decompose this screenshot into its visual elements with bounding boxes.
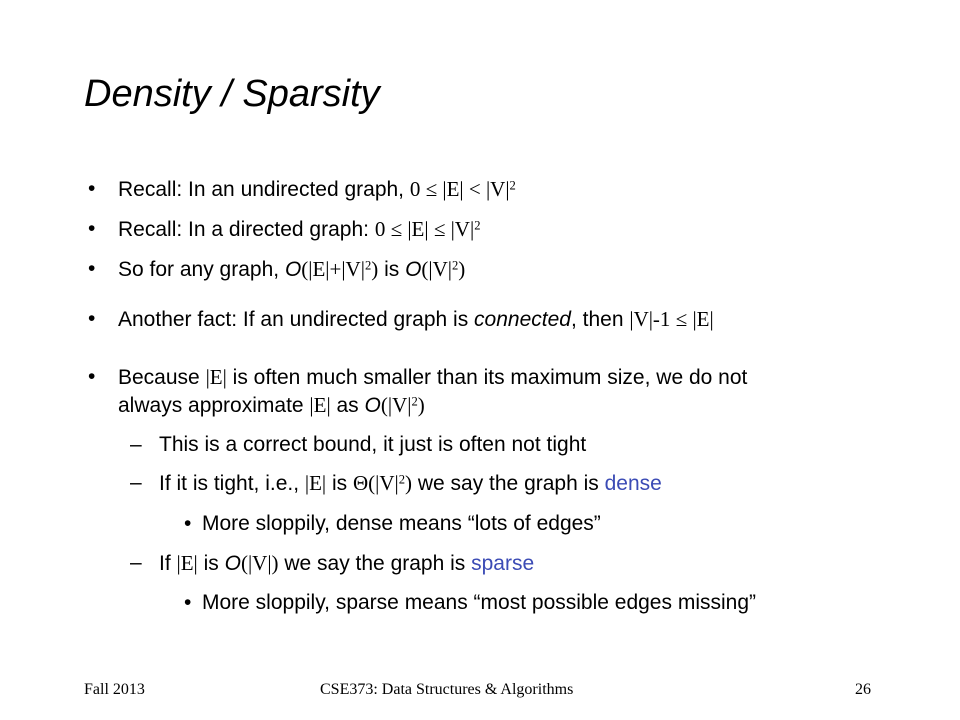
bullet-dot: • bbox=[88, 217, 96, 240]
footer-date: Fall 2013 bbox=[84, 681, 145, 698]
bullet-recall-directed bbox=[118, 216, 480, 243]
bullet-text: If it is tight, i.e., bbox=[159, 472, 305, 495]
sub-bullet-dense bbox=[159, 470, 662, 497]
sub-bullet-dash: – bbox=[130, 471, 142, 494]
superscript: 2 bbox=[364, 258, 372, 273]
bullet-recall-undirected bbox=[118, 176, 516, 203]
bullet-text: , then bbox=[570, 308, 630, 331]
bullet-text: we say the graph is bbox=[278, 552, 472, 575]
math-expression: ) bbox=[371, 257, 379, 281]
bullet-dot: • bbox=[88, 257, 96, 280]
footer-course: CSE373: Data Structures & Algorithms bbox=[320, 681, 574, 698]
bullet-text: always approximate bbox=[118, 394, 310, 417]
math-expression: |E| bbox=[309, 393, 331, 417]
math-expression: (|V| bbox=[421, 257, 452, 281]
sub-sub-bullet-dot: • bbox=[184, 591, 192, 614]
bullet-text: Recall: In a directed graph: bbox=[118, 218, 375, 241]
bullet-any-graph bbox=[118, 256, 465, 283]
sub-sub-bullet-sparse-sloppy: More sloppily, sparse means “most possible edges missing” bbox=[202, 591, 756, 614]
bullet-text: Recall: In an undirected graph, bbox=[118, 178, 410, 201]
big-o: O bbox=[405, 258, 422, 281]
italic-term: connected bbox=[474, 308, 571, 331]
superscript: 2 bbox=[452, 258, 459, 273]
big-o: O bbox=[224, 552, 241, 575]
sub-sub-bullet-dense-sloppy: More sloppily, dense means “lots of edges” bbox=[202, 512, 601, 535]
bullet-text: Another fact: If an undirected graph is bbox=[118, 308, 475, 331]
sub-bullet-sparse bbox=[159, 550, 534, 577]
superscript: 2 bbox=[509, 178, 516, 193]
sub-bullet-correct-bound: This is a correct bound, it just is often not tight bbox=[159, 433, 587, 456]
math-expression: (|V| bbox=[380, 393, 412, 417]
math-expression: Θ(|V| bbox=[352, 471, 399, 495]
keyword-dense: dense bbox=[604, 472, 662, 495]
superscript: 2 bbox=[411, 394, 418, 409]
math-expression: (|V|) bbox=[240, 551, 279, 575]
big-o: O bbox=[284, 258, 302, 281]
bullet-because-line2 bbox=[118, 392, 425, 419]
math-expression: ) bbox=[405, 471, 413, 495]
math-expression: |E| bbox=[304, 471, 327, 495]
bullet-dot: • bbox=[88, 365, 96, 388]
slide-title: Density / Sparsity bbox=[84, 73, 380, 115]
math-expression: 0 ≤ |E| ≤ |V| bbox=[374, 217, 475, 241]
math-expression: |V|-1 ≤ |E| bbox=[629, 307, 714, 331]
sub-bullet-dash: – bbox=[130, 551, 142, 574]
big-o: O bbox=[364, 394, 381, 417]
math-expression: ) bbox=[458, 257, 466, 281]
math-expression: 0 ≤ |E| < |V| bbox=[409, 177, 510, 201]
math-expression: |E| bbox=[205, 365, 227, 389]
bullet-text: is often much smaller than its maximum size, we do not bbox=[226, 366, 748, 389]
bullet-text: we say the graph is bbox=[412, 472, 605, 495]
bullet-text: Because bbox=[118, 366, 206, 389]
superscript: 2 bbox=[474, 218, 481, 233]
keyword-sparse: sparse bbox=[471, 552, 535, 575]
footer-page-number: 26 bbox=[855, 681, 871, 698]
bullet-text: is bbox=[197, 552, 225, 575]
math-expression: ) bbox=[417, 393, 425, 417]
bullet-text: is bbox=[326, 472, 353, 495]
superscript: 2 bbox=[398, 472, 406, 487]
bullet-because-line1 bbox=[118, 364, 747, 391]
bullet-dot: • bbox=[88, 177, 96, 200]
sub-bullet-dash: – bbox=[130, 433, 142, 456]
bullet-text: as bbox=[330, 394, 365, 417]
math-expression: |E| bbox=[176, 551, 198, 575]
bullet-text: If bbox=[159, 552, 177, 575]
bullet-text: So for any graph, bbox=[118, 258, 285, 281]
math-expression: (|E|+|V| bbox=[301, 257, 365, 281]
bullet-connected-fact bbox=[118, 306, 714, 333]
bullet-dot: • bbox=[88, 307, 96, 330]
bullet-text: is bbox=[378, 258, 406, 281]
sub-sub-bullet-dot: • bbox=[184, 512, 192, 535]
